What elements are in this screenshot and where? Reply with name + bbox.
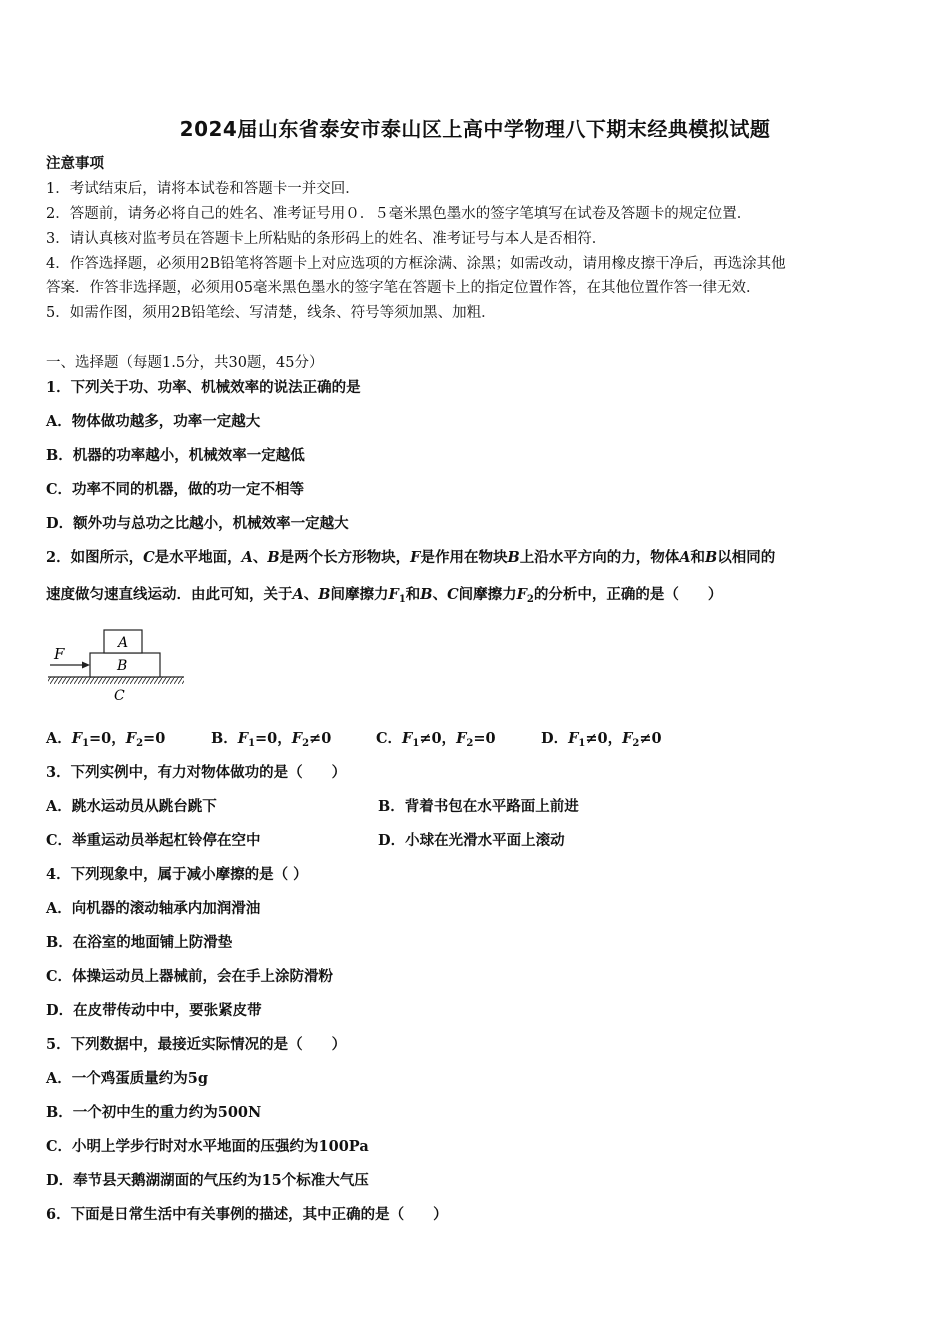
q5-option-d: D．奉节县天鹅湖湖面的气压约为15个标准大气压 bbox=[46, 1172, 369, 1189]
q4-option-a: A．向机器的滚动轴承内加润滑油 bbox=[46, 900, 261, 917]
q1-option-c: C．功率不同的机器，做的功一定不相等 bbox=[46, 481, 305, 498]
label-c: C bbox=[114, 688, 125, 704]
page-title: 2024届山东省泰安市泰山区上高中学物理八下期末经典模拟试题 bbox=[179, 117, 771, 141]
q4-option-b: B．在浴室的地面铺上防滑垫 bbox=[46, 934, 233, 951]
ground-hatch bbox=[48, 677, 184, 684]
q4-option-c: C．体操运动员上器械前，会在手上涂防滑粉 bbox=[46, 968, 334, 985]
question-1-stem: 1．下列关于功、功率、机械效率的说法正确的是 bbox=[46, 379, 361, 396]
label-a: A bbox=[118, 635, 129, 651]
q2-option-c: C．$F_1\ne 0$，$F_2=0$ bbox=[376, 730, 496, 749]
q2-option-b: B．$F_1=0$，$F_2\ne 0$ bbox=[211, 730, 332, 749]
q3-option-d: D．小球在光滑水平面上滚动 bbox=[378, 832, 565, 849]
notice-item: 4．作答选择题，必须用2B铅笔将答题卡上对应选项的方框涂满、涂黑；如需改动，请用橡皮擦干净后，再选涂其他 bbox=[46, 256, 786, 272]
label-f: F bbox=[54, 645, 65, 663]
q2-option-d: D．$F_1\ne 0$，$F_2\ne 0$ bbox=[541, 730, 662, 749]
q2-figure-blocks bbox=[46, 624, 186, 704]
q3-option-c: C．举重运动员举起杠铃停在空中 bbox=[46, 832, 261, 849]
q5-option-b: B．一个初中生的重力约为500N bbox=[46, 1104, 262, 1121]
q3-option-b: B．背着书包在水平路面上前进 bbox=[378, 798, 579, 815]
q1-option-d: D．额外功与总功之比越小，机械效率一定越大 bbox=[46, 515, 349, 532]
question-6-stem: 6．下面是日常生活中有关事例的描述，其中正确的是（ ） bbox=[46, 1206, 448, 1223]
question-5-stem: 5．下列数据中，最接近实际情况的是（ ） bbox=[46, 1036, 347, 1053]
notice-item: 5．如需作图，须用2B铅笔绘、写清楚，线条、符号等须加黑、加粗． bbox=[46, 305, 496, 321]
q4-option-d: D．在皮带传动中中，要张紧皮带 bbox=[46, 1002, 262, 1019]
notice-item: 1．考试结束后，请将本试卷和答题卡一并交回． bbox=[46, 181, 360, 197]
label-b: B bbox=[117, 658, 128, 674]
notice-item: 答案．作答非选择题，必须用05毫米黑色墨水的签字笔在答题卡上的指定位置作答，在其他位置作答一律无效． bbox=[46, 280, 761, 296]
question-2-stem-line2: 速度做匀速直线运动．由此可知，关于A、B间摩擦力$F_1$和B、C间摩擦力$F_2$的分析中，正确的是（ ） bbox=[46, 586, 723, 605]
notice-item: 2．答题前，请务必将自己的姓名、准考证号用０．５毫米黑色墨水的签字笔填写在试卷及答题卡的规定位置． bbox=[46, 206, 752, 222]
q5-option-a: A．一个鸡蛋质量约为5g bbox=[46, 1070, 208, 1087]
question-2-stem-line1: 2．如图所示，C是水平地面，A、B是两个长方形物块，F是作用在物块B上沿水平方向的力，物体A和B以相同的 bbox=[46, 549, 776, 566]
q2-option-a: A．$F_1=0$，$F_2=0$ bbox=[46, 730, 166, 749]
notice-heading: 注意事项 bbox=[46, 155, 104, 172]
force-arrow-head bbox=[82, 662, 90, 669]
q1-option-a: A．物体做功越多，功率一定越大 bbox=[46, 413, 261, 430]
section-heading: 一、选择题（每题1.5分，共30题，45分） bbox=[46, 355, 324, 371]
q5-option-c: C．小明上学步行时对水平地面的压强约为100Pa bbox=[46, 1138, 369, 1155]
q1-option-b: B．机器的功率越小，机械效率一定越低 bbox=[46, 447, 305, 464]
question-4-stem: 4．下列现象中，属于减小摩擦的是（ ） bbox=[46, 866, 308, 883]
question-3-stem: 3．下列实例中，有力对物体做功的是（ ） bbox=[46, 764, 347, 781]
notice-item: 3．请认真核对监考员在答题卡上所粘贴的条形码上的姓名、准考证号与本人是否相符． bbox=[46, 231, 607, 247]
q3-option-a: A．跳水运动员从跳台跳下 bbox=[46, 798, 217, 815]
